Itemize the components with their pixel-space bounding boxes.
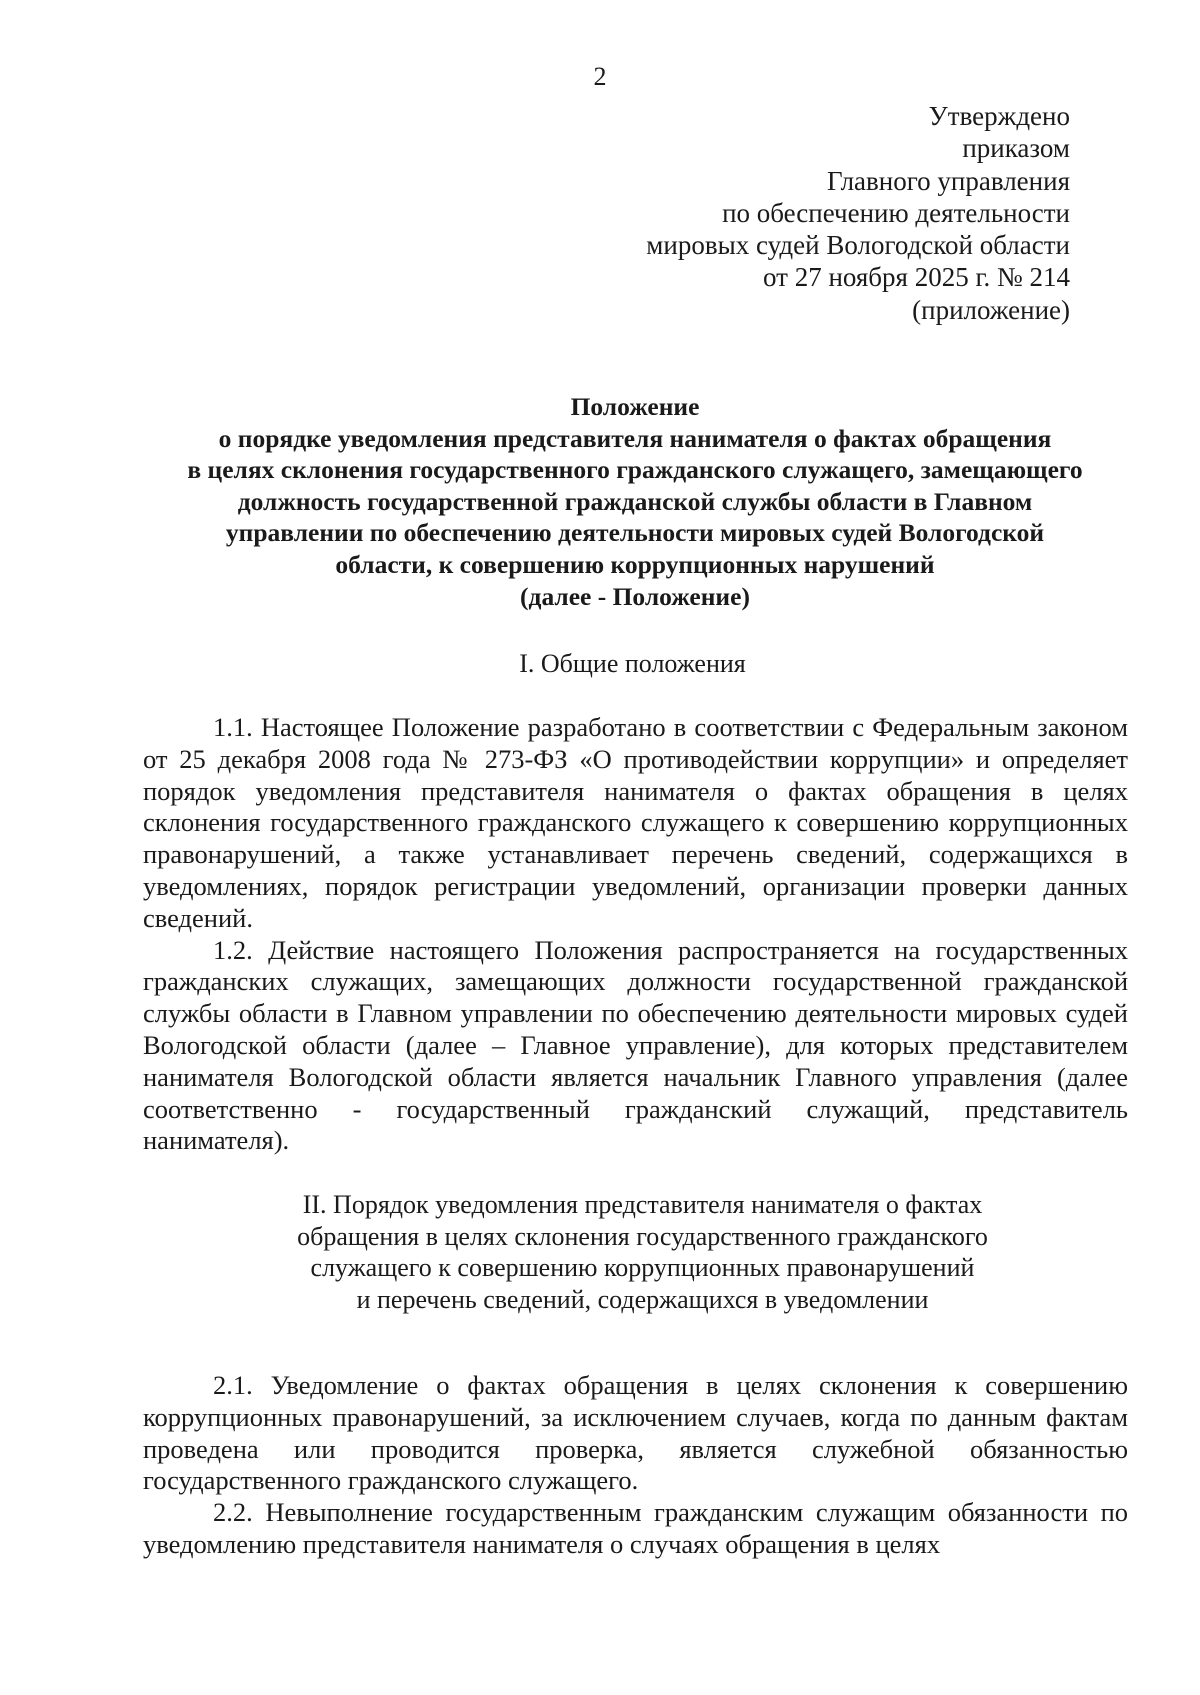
- section-heading-line: обращения в целях склонения государственного гражданского: [297, 1221, 988, 1251]
- paragraph-1-2: 1.2. Действие настоящего Положения распространяется на государственных гражданских служащих, замещающих должности государственной гражданской службы области в Главном управлении по обеспечению деятельности мировых судей Вологодской области (далее – Главное управление), для которых представителем нанимателя Вологодской области является начальник Главного управления (далее соответственно - государственный гражданский служащий, представитель нанимателя).: [143, 934, 1128, 1156]
- approval-line: Главного управления: [827, 165, 1070, 196]
- section-2-heading: [150, 1189, 1135, 1315]
- title-line: (далее - Положение): [520, 581, 750, 611]
- title-line: области, к совершению коррупционных нарушений: [335, 549, 935, 579]
- title-line: управлении по обеспечению деятельности мировых судей Вологодской: [225, 518, 1045, 548]
- title-line: Положение: [570, 392, 700, 421]
- approval-stamp-block: [550, 100, 1070, 326]
- approval-line: (приложение): [912, 294, 1070, 325]
- paragraph-1-1: 1.1. Настоящее Положение разработано в соответствии с Федеральным законом от 25 декабря 2008 года № 273-ФЗ «О противодействии коррупции» и определяет порядок уведомления представителя нанимателя о фактах обращения в целях склонения государственного гражданского служащего к совершению коррупционных правонарушений, а также устанавливает перечень сведений, содержащихся в уведомлениях, порядок регистрации уведомлений, организации проверки данных сведений.: [143, 712, 1128, 933]
- title-line: о порядке уведомления представителя нанимателя о фактах обращения: [218, 423, 1052, 453]
- approval-line: мировых судей Вологодской области: [646, 230, 1070, 261]
- section-heading-line: II. Порядок уведомления представителя нанимателя о фактах: [302, 1190, 983, 1219]
- section-1-body: [143, 712, 1128, 1157]
- document-title: [140, 391, 1130, 612]
- section-heading-line: и перечень сведений, содержащихся в уведомлении: [356, 1284, 929, 1314]
- section-1-heading: [140, 648, 1125, 680]
- section-2-body: [143, 1370, 1128, 1561]
- title-line: в целях склонения государственного гражданского служащего, замещающего: [187, 455, 1083, 485]
- section-heading-line: служащего к совершению коррупционных правонарушений: [310, 1253, 975, 1283]
- section-heading-line: I. Общие положения: [519, 649, 746, 678]
- approval-line: приказом: [962, 133, 1070, 164]
- title-line: должность государственной гражданской службы области в Главном: [237, 486, 1033, 516]
- paragraph-2-2: 2.2. Невыполнение государственным гражданским служащим обязанности по уведомлению представителя нанимателя о случаях обращения в целях: [143, 1497, 1128, 1559]
- approval-line: Утверждено: [928, 101, 1070, 131]
- page-number: 2: [593, 62, 607, 91]
- approval-line: по обеспечению деятельности: [722, 197, 1070, 228]
- approval-line: от 27 ноября 2025 г. № 214: [763, 262, 1070, 293]
- paragraph-2-1: 2.1. Уведомление о фактах обращения в целях склонения к совершению коррупционных правонарушений, за исключением случаев, когда по данным фактам проведена или проводится проверка, является служебной обязанностью государственного гражданского служащего.: [143, 1370, 1128, 1496]
